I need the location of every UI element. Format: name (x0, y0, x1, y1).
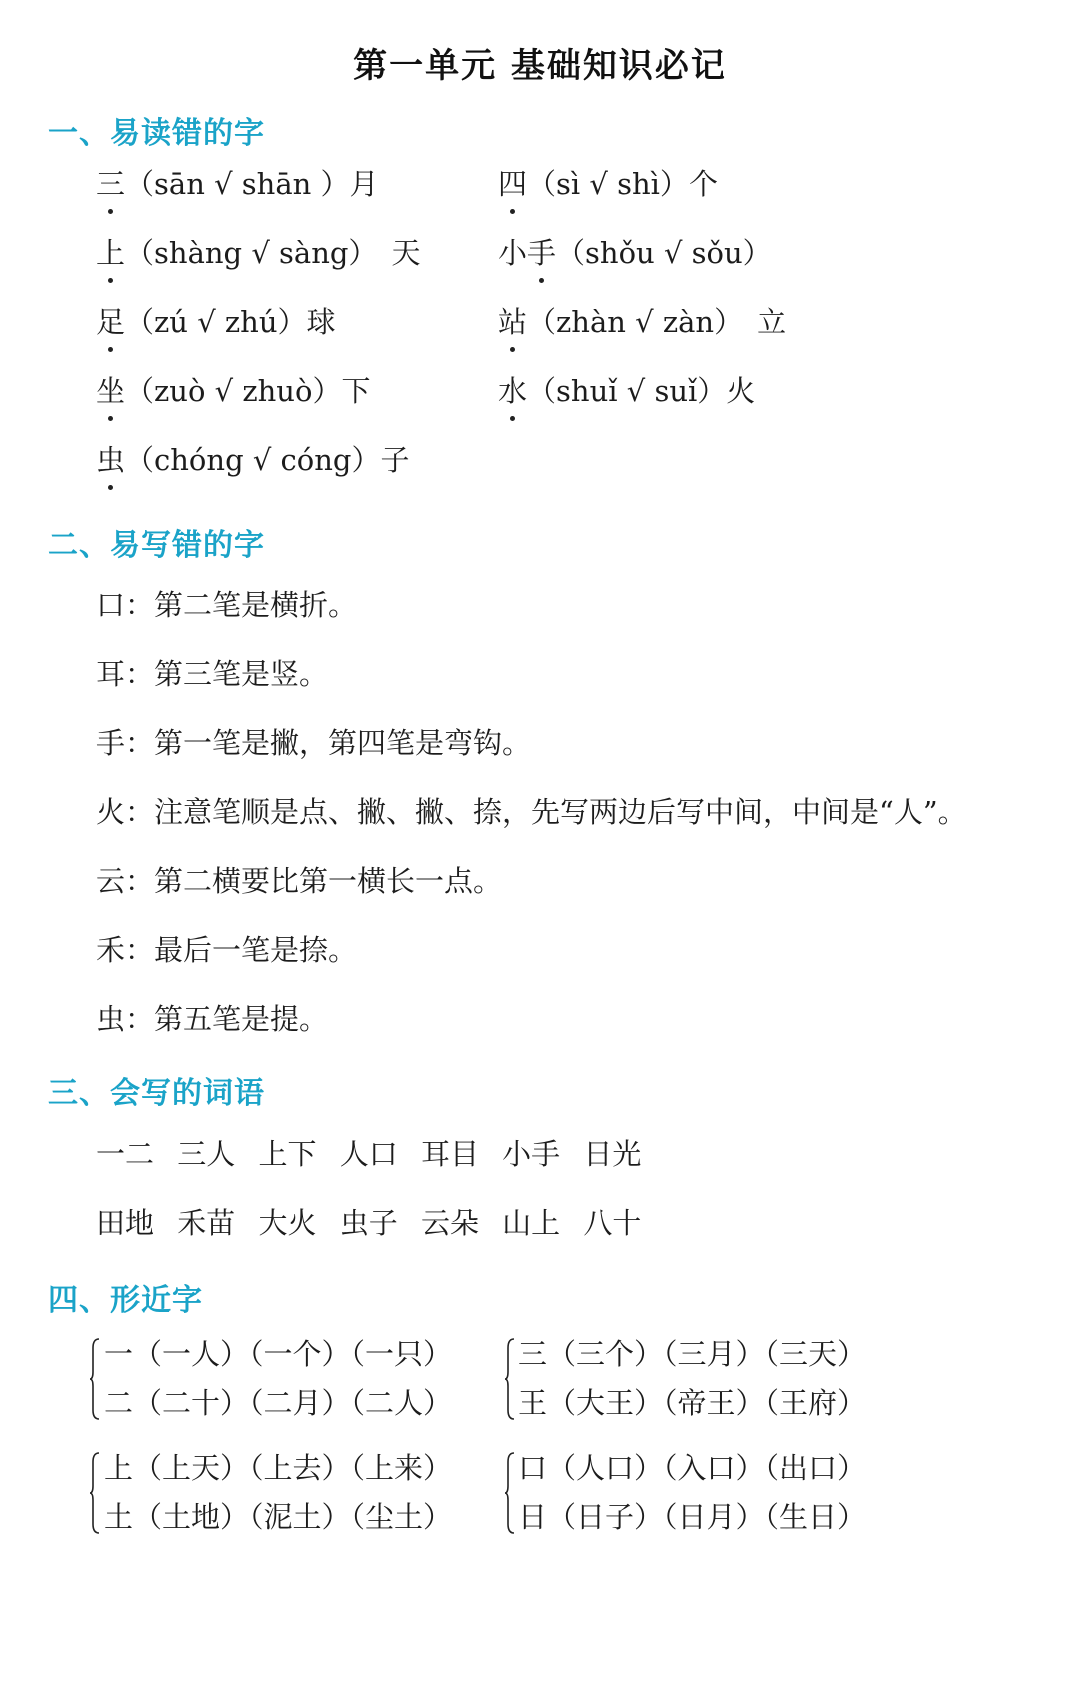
section-heading-misread: 一、易读错的字 (48, 116, 265, 151)
similar-char-row: 王（大王）（帝王）（王府） (518, 1386, 867, 1420)
stroke-note: 禾：最后一笔是捺。 (96, 933, 358, 967)
vocab-word: 云朵 (420, 1206, 479, 1240)
misread-item (498, 164, 718, 204)
word-tail: 月 (349, 167, 379, 201)
misread-item (96, 440, 410, 480)
misread-item (96, 371, 370, 411)
pinyin-choice: （shuǐ √ suǐ） (527, 374, 727, 408)
page-title: 第一单元 基础知识必记 (353, 46, 727, 86)
misread-item (498, 371, 755, 411)
vocab-word: 八十 (583, 1206, 642, 1240)
similar-char-row: 上（上天）（上去）（上来） (104, 1451, 453, 1485)
stroke-note: 火：注意笔顺是点、撇、撇、捺，先写两边后写中间，中间是“人”。 (96, 795, 967, 829)
pinyin-choice: （zuò √ zhuò） (125, 374, 342, 408)
misread-item (96, 233, 420, 273)
vocab-word: 田地 (96, 1206, 155, 1240)
stroke-note: 虫：第五笔是提。 (96, 1002, 329, 1036)
misread-item (96, 302, 336, 342)
emphasized-char: 上 (96, 233, 125, 273)
vocab-word: 一二 (96, 1137, 155, 1171)
similar-char-row: 一（一人）（一个）（一只） (104, 1337, 453, 1371)
brace-icon (90, 1452, 100, 1534)
word-head: 小 (498, 236, 528, 270)
word-row (96, 1134, 641, 1174)
emphasized-char: 三 (96, 164, 125, 204)
brace-icon (505, 1338, 515, 1420)
vocab-word: 虫子 (339, 1206, 398, 1240)
brace-icon (505, 1452, 515, 1534)
similar-char-row: 土（土地）（泥土）（尘土） (104, 1500, 453, 1534)
brace-icon (90, 1338, 100, 1420)
pinyin-choice: （sì √ shì） (527, 167, 689, 201)
misread-item (498, 302, 786, 342)
emphasized-char: 四 (498, 164, 527, 204)
vocab-word: 耳目 (420, 1137, 479, 1171)
word-tail: 立 (757, 305, 787, 339)
pinyin-choice: （zhàn √ zàn） (527, 305, 744, 339)
vocab-word: 山上 (502, 1206, 561, 1240)
pinyin-choice: （shǒu √ sǒu） (556, 236, 772, 270)
stroke-note: 云：第二横要比第一横长一点。 (96, 864, 503, 898)
misread-item (96, 164, 379, 204)
vocab-word: 上下 (258, 1137, 317, 1171)
word-tail: 球 (306, 305, 336, 339)
pinyin-choice: （zú √ zhú） (125, 305, 307, 339)
stroke-note: 手：第一笔是撇，第四笔是弯钩。 (96, 726, 532, 760)
vocab-word: 日光 (583, 1137, 642, 1171)
emphasized-char: 坐 (96, 371, 125, 411)
stroke-note: 耳：第三笔是竖。 (96, 657, 329, 691)
vocab-word: 小手 (502, 1137, 561, 1171)
misread-item (498, 233, 772, 273)
word-tail: 个 (688, 167, 718, 201)
emphasized-char: 手 (527, 233, 556, 273)
emphasized-char: 虫 (96, 440, 125, 480)
emphasized-char: 足 (96, 302, 125, 342)
similar-char-row: 二（二十）（二月）（二人） (104, 1386, 453, 1420)
section-heading-similar-chars: 四、形近字 (48, 1283, 203, 1318)
emphasized-char: 站 (498, 302, 527, 342)
word-tail: 火 (726, 374, 756, 408)
word-tail: 下 (341, 374, 371, 408)
emphasized-char: 水 (498, 371, 527, 411)
stroke-note: 口：第二笔是横折。 (96, 588, 358, 622)
similar-char-row: 口（人口）（入口）（出口） (518, 1451, 867, 1485)
word-tail: 天 (391, 236, 421, 270)
vocab-word: 禾苗 (177, 1206, 236, 1240)
similar-char-row: 三（三个）（三月）（三天） (518, 1337, 867, 1371)
vocab-word: 三人 (177, 1137, 236, 1171)
vocab-word: 大火 (258, 1206, 317, 1240)
vocab-word: 人口 (339, 1137, 398, 1171)
pinyin-choice: （chóng √ cóng） (125, 443, 381, 477)
pinyin-choice: （shàng √ sàng） (125, 236, 378, 270)
word-row (96, 1203, 641, 1243)
pinyin-choice: （sān √ shān ） (125, 167, 350, 201)
section-heading-words: 三、会写的词语 (48, 1076, 265, 1111)
section-heading-miswritten: 二、易写错的字 (48, 528, 265, 563)
word-tail: 子 (380, 443, 410, 477)
similar-char-row: 日（日子）（日月）（生日） (518, 1500, 867, 1534)
